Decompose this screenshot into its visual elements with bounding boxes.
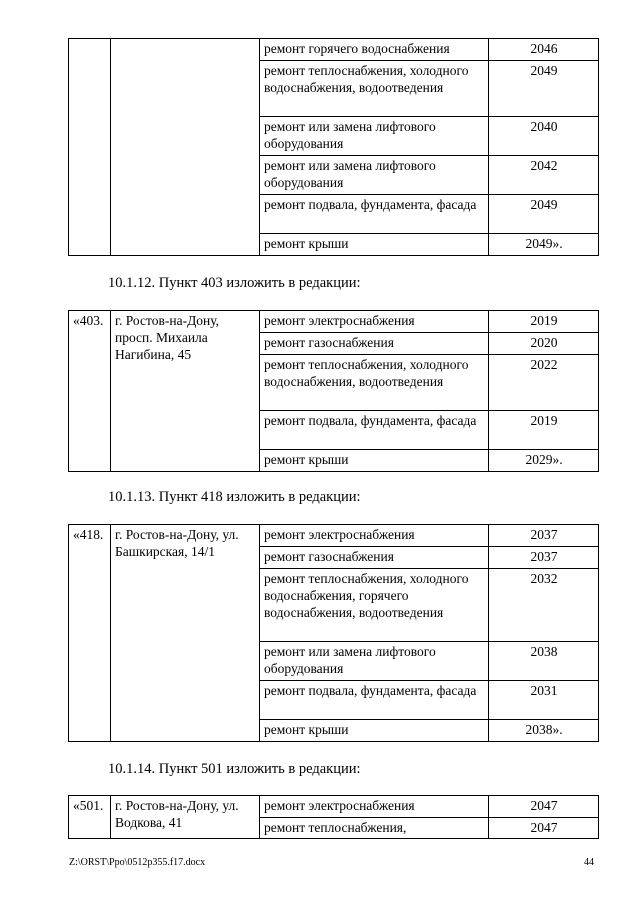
year-cell: 2049».: [489, 234, 599, 256]
year-cell: 2046: [489, 39, 599, 61]
year-cell: 2019: [489, 411, 599, 450]
work-type-cell: ремонт крыши: [260, 234, 489, 256]
work-type-cell: ремонт или замена лифтового оборудования: [260, 642, 489, 681]
year-cell: 2029».: [489, 450, 599, 472]
paragraph-10-1-13: 10.1.13. Пункт 418 изложить в редакции:: [108, 489, 361, 505]
works-table-continued: [68, 38, 599, 256]
footer-file-path: Z:\ORST\Ppo\0512p355.f17.docx: [69, 857, 206, 868]
works-table-403: [68, 310, 599, 472]
year-cell: 2047: [489, 818, 599, 839]
year-cell: 2038: [489, 642, 599, 681]
work-type-cell: ремонт крыши: [260, 450, 489, 472]
work-type-cell: ремонт электроснабжения: [260, 525, 489, 547]
year-cell: 2040: [489, 117, 599, 156]
page-number: 44: [584, 857, 594, 868]
work-type-cell: ремонт подвала, фундамента, фасада: [260, 411, 489, 450]
year-cell: 2047: [489, 796, 599, 818]
work-type-cell: ремонт электроснабжения: [260, 796, 489, 818]
address-cell: [111, 39, 260, 256]
year-cell: 2022: [489, 355, 599, 411]
work-type-cell: ремонт подвала, фундамента, фасада: [260, 195, 489, 234]
work-type-cell: ремонт горячего водоснабжения: [260, 39, 489, 61]
year-cell: 2020: [489, 333, 599, 355]
work-type-cell: ремонт газоснабжения: [260, 547, 489, 569]
year-cell: 2037: [489, 547, 599, 569]
work-type-cell: ремонт электроснабжения: [260, 311, 489, 333]
work-type-cell: ремонт или замена лифтового оборудования: [260, 117, 489, 156]
work-type-cell: ремонт теплоснабжения,: [260, 818, 489, 839]
year-cell: 2037: [489, 525, 599, 547]
work-type-cell: ремонт или замена лифтового оборудования: [260, 156, 489, 195]
year-cell: 2031: [489, 681, 599, 720]
work-type-cell: ремонт крыши: [260, 720, 489, 742]
works-table-501: [68, 795, 599, 839]
address-cell: г. Ростов-на-Дону, просп. Михаила Нагибина, 45: [111, 311, 260, 472]
work-type-cell: ремонт теплоснабжения, холодного водоснабжения, водоотведения: [260, 355, 489, 411]
item-number-cell: «418.: [69, 525, 111, 742]
work-type-cell: ремонт газоснабжения: [260, 333, 489, 355]
paragraph-10-1-14: 10.1.14. Пункт 501 изложить в редакции:: [108, 761, 361, 777]
item-number-cell: [69, 39, 111, 256]
year-cell: 2019: [489, 311, 599, 333]
year-cell: 2049: [489, 61, 599, 117]
work-type-cell: ремонт теплоснабжения, холодного водоснабжения, водоотведения: [260, 61, 489, 117]
year-cell: 2038».: [489, 720, 599, 742]
paragraph-10-1-12: 10.1.12. Пункт 403 изложить в редакции:: [108, 275, 361, 291]
address-cell: г. Ростов-на-Дону, ул. Башкирская, 14/1: [111, 525, 260, 742]
item-number-cell: «501.: [69, 796, 111, 839]
year-cell: 2042: [489, 156, 599, 195]
year-cell: 2049: [489, 195, 599, 234]
year-cell: 2032: [489, 569, 599, 642]
work-type-cell: ремонт теплоснабжения, холодного водоснабжения, горячего водоснабжения, водоотведения: [260, 569, 489, 642]
works-table-418: [68, 524, 599, 742]
item-number-cell: «403.: [69, 311, 111, 472]
address-cell: г. Ростов-на-Дону, ул. Водкова, 41: [111, 796, 260, 839]
work-type-cell: ремонт подвала, фундамента, фасада: [260, 681, 489, 720]
